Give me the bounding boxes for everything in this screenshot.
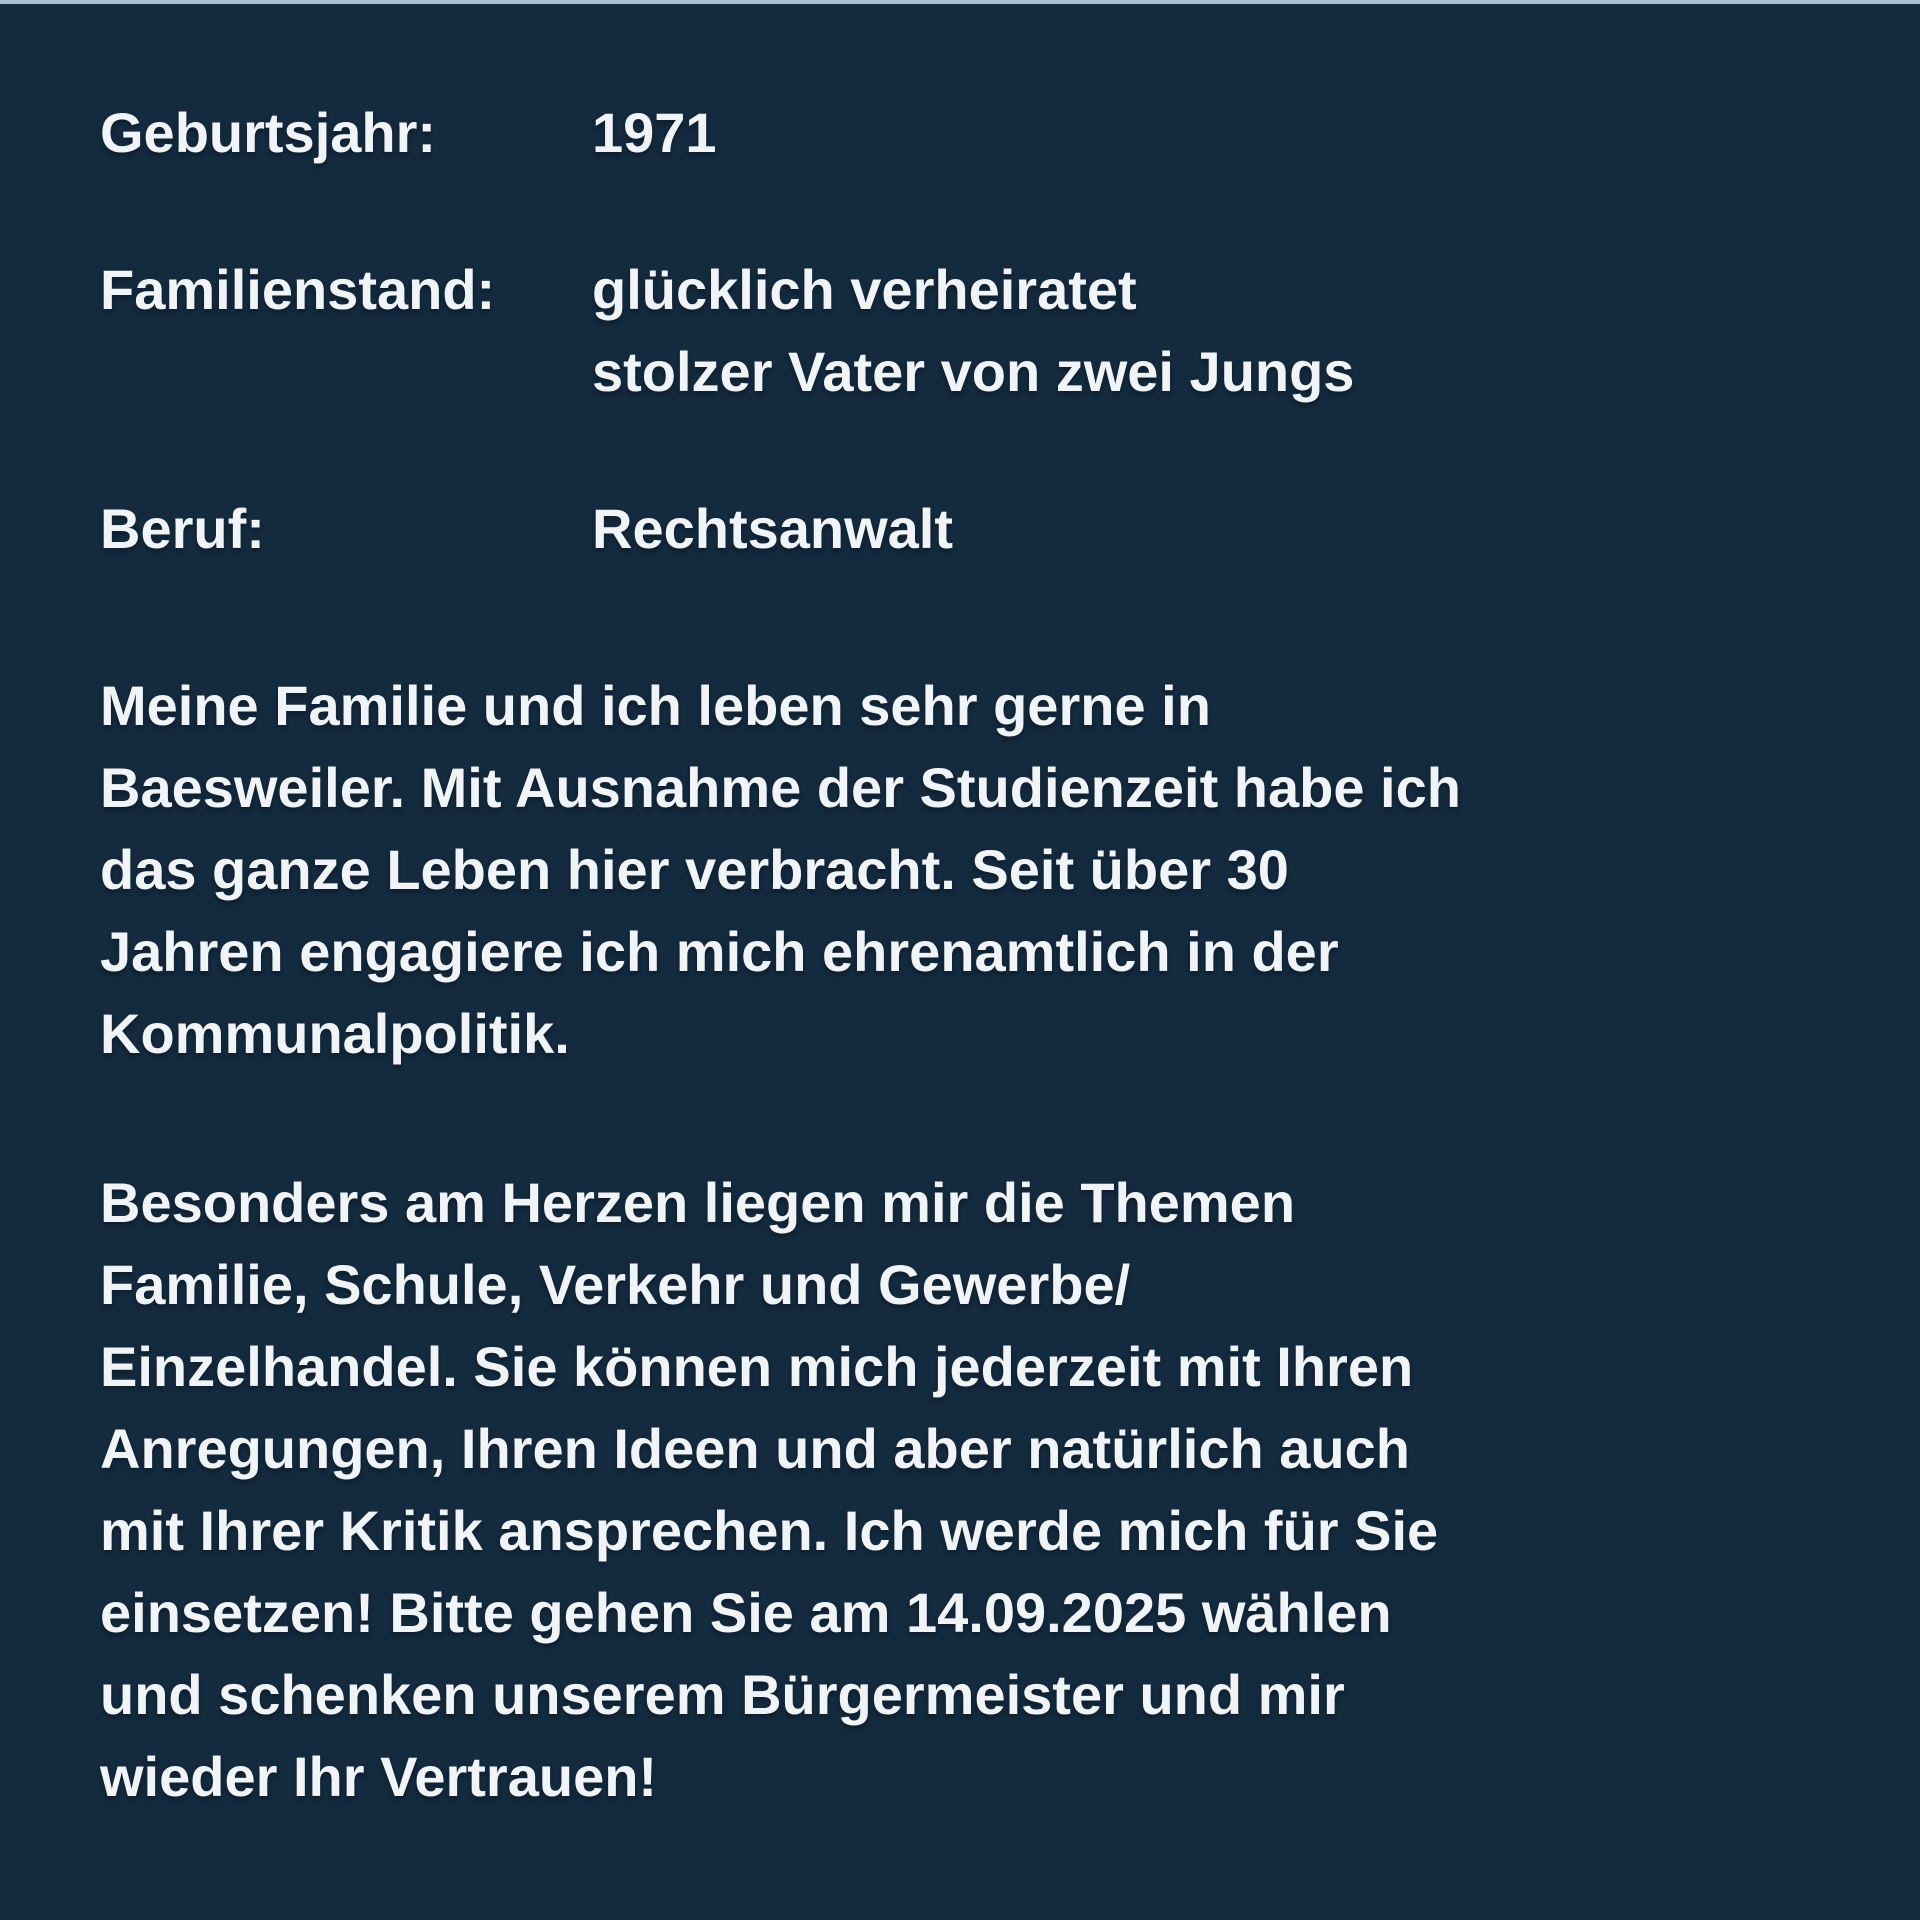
text-line: Anregungen, Ihren Ideen und aber natürlich auch — [100, 1417, 1410, 1480]
text-line: Besonders am Herzen liegen mir die Themen — [100, 1171, 1296, 1234]
text-line: Meine Familie und ich leben sehr gerne in — [100, 674, 1211, 737]
info-label-geburtsjahr: Geburtsjahr: — [100, 101, 437, 164]
info-row-geburtsjahr — [100, 92, 1880, 174]
info-value-beruf — [592, 488, 1880, 570]
text-line: wieder Ihr Vertrauen! — [100, 1745, 658, 1808]
text-line: das ganze Leben hier verbracht. Seit über 30 — [100, 838, 1289, 901]
text-line: Rechtsanwalt — [592, 497, 953, 560]
text-line: und schenken unserem Bürgermeister und mir — [100, 1663, 1345, 1726]
text-line: mit Ihrer Kritik ansprechen. Ich werde mich für Sie — [100, 1499, 1439, 1562]
top-edge-strip — [0, 0, 1920, 4]
bio-content — [100, 92, 1880, 1818]
text-line: Einzelhandel. Sie können mich jederzeit mit Ihren — [100, 1335, 1414, 1398]
text-line: stolzer Vater von zwei Jungs — [592, 340, 1355, 403]
bio-paragraph-2 — [100, 1162, 1880, 1818]
bio-paragraph-1 — [100, 665, 1880, 1075]
info-label-beruf: Beruf: — [100, 497, 265, 560]
text-line: Familie, Schule, Verkehr und Gewerbe/ — [100, 1253, 1131, 1316]
text-line: 1971 — [592, 101, 717, 164]
text-line: Baesweiler. Mit Ausnahme der Studienzeit habe ich — [100, 756, 1461, 819]
text-line: einsetzen! Bitte gehen Sie am 14.09.2025 wählen — [100, 1581, 1392, 1644]
info-value-geburtsjahr — [592, 92, 1880, 174]
text-line: glücklich verheiratet — [592, 258, 1137, 321]
info-value-familienstand — [592, 249, 1880, 413]
text-line: Kommunalpolitik. — [100, 1002, 570, 1065]
text-line: Jahren engagiere ich mich ehrenamtlich in der — [100, 920, 1339, 983]
info-row-beruf — [100, 488, 1880, 570]
info-label-familienstand: Familienstand: — [100, 258, 496, 321]
info-row-familienstand — [100, 249, 1880, 413]
